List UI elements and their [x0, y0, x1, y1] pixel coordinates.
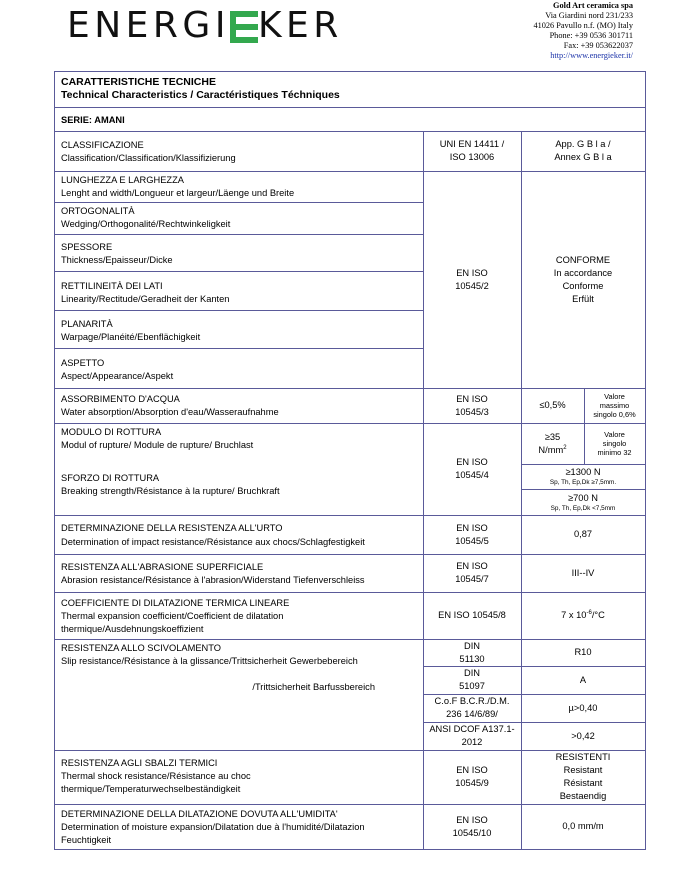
classification-standard: UNI EN 14411 / ISO 13006: [439, 139, 505, 162]
slip-standard-din51097: DIN 51097: [459, 668, 485, 691]
company-info: [533, 1, 633, 61]
water-absorption-standard: EN ISO 10545/3: [455, 393, 489, 417]
aspect-sub: Aspect/Appearance/Aspekt: [61, 371, 174, 381]
logo-accent-letter: [230, 6, 258, 53]
aspect-label: ASPETTO: [61, 358, 105, 368]
breaking-standard: EN ISO 10545/4: [455, 457, 489, 480]
slip-standard-ansi: ANSI DCOF A137.1- 2012: [429, 724, 515, 747]
slip-value-din51130: R10: [574, 647, 592, 657]
abrasion-label: RESISTENZA ALL'ABRASIONE SUPERFICIALE: [61, 562, 264, 572]
impact-sub: Determination of impact resistance/Résistance aux chocs/Schlagfestigkeit: [61, 537, 365, 547]
modulus-value: ≥35 $N/mm^2$: [538, 431, 567, 455]
thickness-label: SPESSORE: [61, 242, 113, 252]
moisture-expansion-label: DETERMINAZIONE DELLA DILATAZIONE DOVUTA ALL'UMIDITA': [61, 809, 338, 819]
breaking-value-thin: ≥700 N Sp, Th, Ep,Dk <7,5mm: [550, 492, 616, 512]
modulus-label: MODULO DI ROTTURA: [61, 427, 162, 437]
series-label: SERIE: AMANI: [61, 115, 125, 125]
abrasion-value: III--IV: [571, 567, 595, 578]
modulus-sub: Modul of rupture/ Module de rupture/ Bruchlast: [61, 440, 254, 450]
dimensional-standard: EN ISO 10545/2: [455, 267, 489, 291]
modulus-note: Valore singolo minimo 32: [597, 430, 632, 457]
thermal-expansion-value: 7 x $10^{-6}/^\circ C$: [561, 609, 605, 620]
thermal-expansion-sub-2: thermique/Ausdehnungskoeffizient: [61, 624, 204, 634]
abrasion-standard: EN ISO 10545/7: [455, 561, 489, 584]
slip-resistance-barefoot: /Trittsicherheit Barfussbereich: [252, 682, 375, 692]
moisture-expansion-sub: Determination of moisture expansion/Dilatation due à l'humidité/Dilatazion: [61, 822, 365, 832]
slip-value-ansi: >0,42: [571, 730, 595, 741]
water-absorption-sub: Water absorption/Absorption d'eau/Wasseraufnahme: [61, 407, 279, 417]
company-fax: Fax: +39 053622037: [563, 41, 633, 50]
slip-standard-cof: C.o.F B.C.R./D.M. 236 14/6/89/: [434, 696, 510, 719]
energieker-logo: [67, 6, 343, 46]
impact-label: DETERMINAZIONE DELLA RESISTENZA ALL'URTO: [61, 523, 283, 533]
company-website-link[interactable]: http://www.energieker.it/: [550, 51, 633, 60]
document-subtitle: Technical Characteristics / Caractéristiques Téchniques: [61, 89, 340, 101]
impact-value: 0,87: [573, 529, 593, 539]
orthogonality-label: ORTOGONALITÀ: [61, 206, 135, 216]
divider: [55, 348, 423, 349]
divider: [55, 234, 423, 235]
thermal-shock-sub: Thermal shock resistance/Résistance au choc: [61, 771, 251, 781]
thermal-shock-standard: EN ISO 10545/9: [455, 765, 489, 788]
water-absorption-label: ASSORBIMENTO D'ACQUA: [61, 394, 180, 404]
flatness-label: PLANARITÀ: [61, 319, 113, 329]
impact-standard: EN ISO 10545/5: [455, 522, 489, 546]
company-city: 41026 Pavullo n.f. (MO) Italy: [533, 21, 633, 30]
orthogonality-sub: Wedging/Orthogonalité/Rechtwinkeligkeit: [61, 219, 231, 229]
straightness-sub: Linearity/Rectitude/Geradheit der Kanten: [61, 294, 230, 304]
length-sub: Lenght and width/Longueur et largeur/Läenge und Breite: [61, 188, 295, 198]
slip-value-din51097: A: [579, 674, 587, 685]
thickness-sub: Thickness/Epaisseur/Dicke: [61, 255, 173, 265]
dimensional-value: CONFORME In accordance Conforme Erfült: [553, 254, 613, 304]
document-title: CARATTERISTICHE TECNICHE: [61, 76, 216, 88]
thermal-expansion-standard: EN ISO 10545/8: [438, 610, 506, 620]
classification-label: CLASSIFICAZIONE: [61, 140, 144, 150]
flatness-sub: Warpage/Planéité/Ebenflächigkeit: [61, 332, 201, 342]
breaking-value-thick: ≥1300 N Sp, Th, Ep,Dk ≥7,5mm.: [549, 467, 617, 486]
divider: [55, 310, 423, 311]
moisture-expansion-value: 0,0 mm/m: [562, 821, 604, 831]
water-absorption-note: Valore massimo singolo 0,6%: [593, 392, 636, 419]
thermal-shock-value: RESISTENTI Resistant Résistant Bestaendig: [555, 752, 611, 801]
slip-standard-din51130: DIN 51130: [459, 640, 485, 664]
straightness-label: RETTILINEITÀ DEI LATI: [61, 281, 163, 291]
thermal-shock-label: RESISTENZA AGLI SBALZI TERMICI: [61, 758, 218, 768]
company-address: Via Giardini nord 231/233: [545, 11, 633, 20]
thermal-shock-sub-2: thermique/Temperaturwechselbeständigkeit: [61, 784, 241, 794]
divider: [55, 271, 423, 272]
technical-characteristics-table: [54, 71, 646, 850]
classification-value: App. G B l a / Annex G B l a: [554, 139, 612, 162]
length-label: LUNGHEZZA E LARGHEZZA: [61, 175, 184, 185]
slip-value-cof: µ>0,40: [568, 702, 598, 713]
thermal-expansion-label: COEFFICIENTE DI DILATAZIONE TERMICA LINEARE: [61, 598, 290, 608]
breaking-strength-sub: Breaking strength/Résistance à la rupture/ Bruchkraft: [61, 486, 280, 496]
abrasion-sub: Abrasion resistance/Résistance à l'abrasion/Widerstand Tiefenverschleiss: [61, 575, 365, 585]
thermal-expansion-sub: Thermal expansion coefficient/Coefficient de dilatation: [61, 611, 284, 621]
moisture-expansion-standard: EN ISO 10545/10: [452, 814, 492, 838]
logo-text-left: ENERGI: [67, 5, 230, 46]
divider: [55, 202, 423, 203]
moisture-expansion-sub-2: Feuchtigkeit: [61, 835, 112, 845]
company-name: Gold Art ceramica spa: [553, 1, 633, 10]
classification-sub: Classification/Classification/Klassifizierung: [61, 153, 236, 163]
slip-resistance-label: RESISTENZA ALLO SCIVOLAMENTO: [61, 643, 221, 653]
breaking-strength-label: SFORZO DI ROTTURA: [61, 473, 160, 483]
slip-resistance-sub: Slip resistance/Résistance à la glissance/Trittsicherheit Gewerbebereich: [61, 656, 358, 666]
water-absorption-value: ≤0,5%: [539, 400, 566, 410]
logo-text-right: KER: [257, 5, 343, 46]
divider: [55, 107, 645, 108]
company-phone: Phone: +39 0536 301711: [549, 31, 633, 40]
